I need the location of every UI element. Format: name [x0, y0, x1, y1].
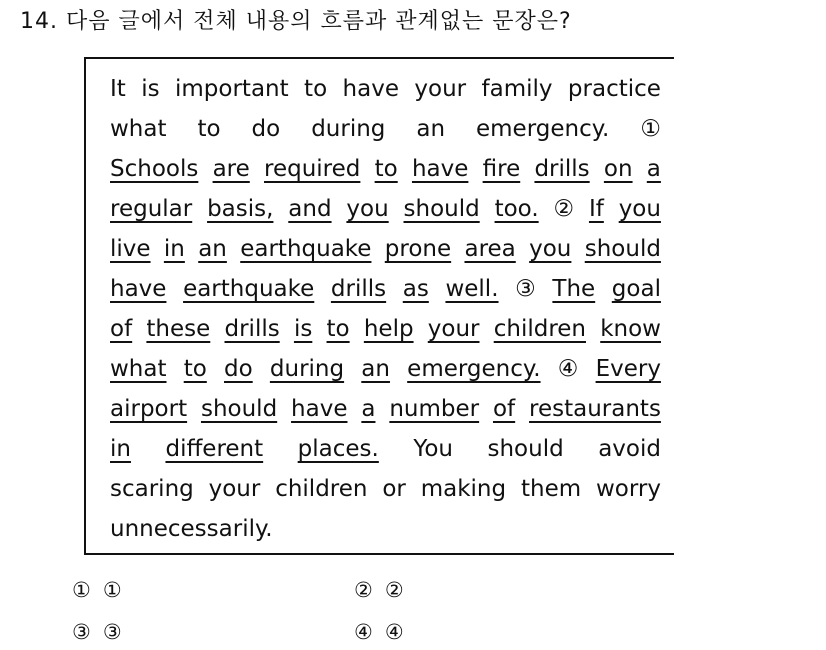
passage-word: to: [183, 356, 207, 382]
choice-number: ③: [72, 620, 91, 644]
passage-word: making: [420, 476, 507, 502]
passage-word: your: [208, 476, 261, 502]
passage-word: your: [427, 316, 480, 342]
passage-word: in: [163, 236, 185, 262]
passage-word: places.: [297, 436, 379, 462]
passage-word: drills: [330, 276, 387, 302]
question-number: 14.: [20, 9, 58, 34]
passage-line: [110, 269, 661, 309]
passage-word: children: [275, 476, 368, 502]
passage-word: to: [197, 116, 221, 142]
passage-word: The: [552, 276, 596, 302]
passage-word: your: [414, 76, 467, 102]
passage-word: different: [165, 436, 264, 462]
passage-word: practice: [567, 76, 661, 102]
passage-word: you: [618, 196, 661, 222]
passage-word: help: [363, 316, 414, 342]
passage-word: an: [198, 236, 227, 262]
choice-1[interactable]: [72, 578, 134, 602]
passage-word: as: [402, 276, 429, 302]
passage-line: [110, 389, 661, 429]
passage-word: unnecessarily.: [110, 516, 273, 542]
passage-line: [110, 229, 661, 269]
choice-number: ②: [354, 578, 373, 602]
passage-word: well.: [445, 276, 499, 302]
passage-word: and: [288, 196, 332, 222]
passage-word: scaring: [110, 476, 194, 502]
passage-word: restaurants: [529, 396, 661, 422]
passage-word: an: [416, 116, 446, 142]
passage-word: them: [520, 476, 582, 502]
passage-word: should: [200, 396, 278, 422]
passage-word: do: [224, 356, 253, 382]
passage-word: family: [481, 76, 553, 102]
sentence-marker: ③: [515, 276, 536, 302]
passage-word: is: [141, 76, 160, 102]
passage-text: [110, 69, 661, 549]
passage-word: do: [251, 116, 281, 142]
passage-word: area: [464, 236, 516, 262]
passage-word: an: [361, 356, 390, 382]
question-heading: [20, 4, 572, 35]
passage-word: is: [293, 316, 313, 342]
passage-word: important: [175, 76, 289, 102]
passage-word: should: [584, 236, 661, 262]
choice-value: ①: [102, 578, 122, 602]
passage-word: Every: [595, 356, 661, 382]
passage-word: to: [326, 316, 350, 342]
passage-word: should: [487, 436, 564, 462]
choice-3[interactable]: [72, 620, 134, 644]
choice-value: ③: [102, 620, 122, 644]
passage-word: in: [110, 436, 131, 462]
passage-word: during: [311, 116, 386, 142]
passage-word: these: [146, 316, 211, 342]
question-text: 다음 글에서 전체 내용의 흐름과 관계없는 문장은?: [66, 9, 572, 34]
passage-line: [110, 509, 661, 549]
passage-word: emergency.: [476, 116, 610, 142]
passage-word: drills: [224, 316, 280, 342]
passage-word: have: [411, 156, 469, 182]
passage-word: of: [110, 316, 133, 342]
passage-word: It: [110, 76, 126, 102]
choice-value: ④: [384, 620, 404, 644]
passage-word: what: [110, 356, 167, 382]
passage-word: goal: [611, 276, 661, 302]
passage-line: [110, 109, 661, 149]
passage-word: to: [374, 156, 398, 182]
passage-word: earthquake: [240, 236, 372, 262]
passage-line: [110, 149, 661, 189]
passage-word: airport: [110, 396, 188, 422]
passage-word: know: [600, 316, 661, 342]
passage-line: [110, 309, 661, 349]
choice-number: ④: [354, 620, 373, 644]
passage-word: emergency.: [407, 356, 541, 382]
passage-word: what: [110, 116, 167, 142]
choice-number: ①: [72, 578, 91, 602]
passage-word: If: [588, 196, 604, 222]
passage-word: on: [603, 156, 633, 182]
passage-word: or: [382, 476, 406, 502]
passage-line: [110, 429, 661, 469]
passage-word: you: [529, 236, 572, 262]
passage-word: number: [389, 396, 480, 422]
passage-word: required: [264, 156, 361, 182]
sentence-marker: ②: [553, 196, 575, 222]
passage-word: earthquake: [183, 276, 315, 302]
passage-word: worry: [595, 476, 661, 502]
sentence-marker: ④: [557, 356, 579, 382]
passage-line: [110, 349, 661, 389]
passage-word: Schools: [110, 156, 199, 182]
passage-word: have: [291, 396, 348, 422]
passage-word: regular: [110, 196, 193, 222]
choice-2[interactable]: [354, 578, 416, 602]
passage-word: of: [492, 396, 516, 422]
passage-word: children: [493, 316, 586, 342]
passage-word: live: [110, 236, 151, 262]
choice-4[interactable]: [354, 620, 416, 644]
passage-word: during: [269, 356, 345, 382]
sentence-marker: ①: [640, 116, 661, 142]
passage-word: a: [361, 396, 376, 422]
passage-word: basis,: [207, 196, 274, 222]
passage-word: you: [346, 196, 389, 222]
choice-value: ②: [384, 578, 404, 602]
passage-word: drills: [534, 156, 590, 182]
passage-word: fire: [482, 156, 521, 182]
passage-word: have: [342, 76, 399, 102]
passage-line: [110, 189, 661, 229]
passage-line: [110, 69, 661, 109]
passage-word: too.: [494, 196, 539, 222]
passage-word: You: [413, 436, 453, 462]
passage-box: [84, 57, 674, 555]
passage-word: avoid: [598, 436, 661, 462]
passage-word: prone: [384, 236, 452, 262]
passage-word: should: [403, 196, 480, 222]
passage-word: are: [212, 156, 250, 182]
passage-word: a: [646, 156, 661, 182]
passage-word: to: [304, 76, 328, 102]
passage-line: [110, 469, 661, 509]
passage-word: have: [110, 276, 167, 302]
